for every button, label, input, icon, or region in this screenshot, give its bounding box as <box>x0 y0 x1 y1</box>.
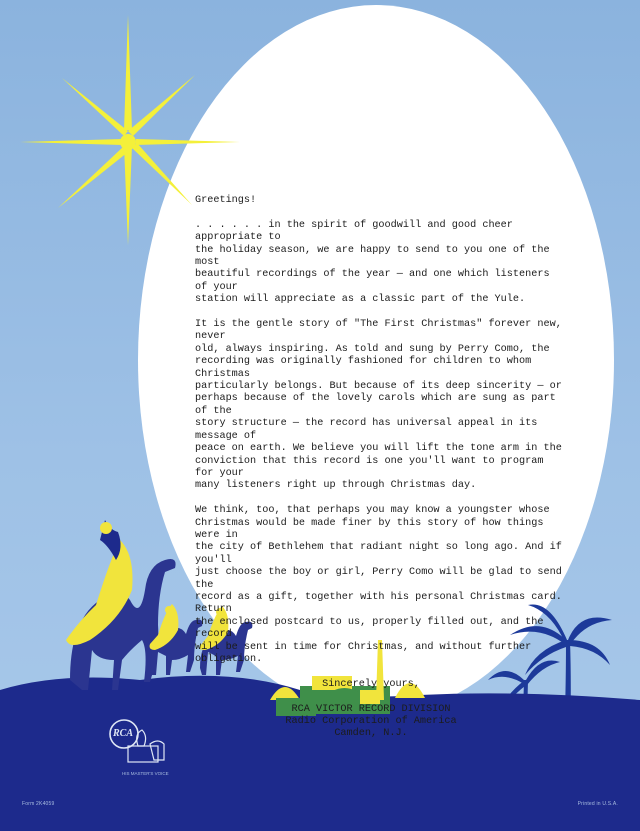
signature: RCA VICTOR RECORD DIVISION Radio Corporation of America Camden, N.J. <box>285 703 457 740</box>
paragraph-2: It is the gentle story of "The First Christmas" forever new, never old, always inspiring. As told and sung by Perry Como, the recording was originally fashioned for children to whom Christmas particularly belongs. But because of its deep sincerity — or perhaps because of the lovely carols which are sung as part of the story structure — the record has universal appeal in its message of peace on earth. We believe you will lift the tone arm in the conviction that this record is one you'll want to program for your many listeners right up through Christmas day. <box>195 319 562 492</box>
printed-in-usa: Printed in U.S.A. <box>577 801 618 807</box>
letter-body <box>195 195 565 753</box>
rca-logo-caption: HIS MASTER'S VOICE <box>122 771 169 776</box>
rca-logo-text: RCA <box>113 728 134 739</box>
closing-line: Sincerely yours, <box>322 678 420 690</box>
form-number: Form 2K4059 <box>22 801 55 807</box>
paragraph-3: We think, too, that perhaps you may know a youngster whose Christmas would be made finer by this story of how things were in the city of Bethlehem that radiant night so long ago. And if you'll just choose the boy or girl, Perry Como will be glad to send the record as a gift, together with his personal Christmas card. Return the enclosed postcard to us, properly filled out, and the record will be sent in time for Christmas, and without further obligation. <box>195 505 562 665</box>
paragraph-1: . . . . . . in the spirit of goodwill and good cheer appropriate to the holiday season, we are happy to send to you one of the most beautiful recordings of the year — and one which listeners of your station will appreciate as a classic part of the Yule. <box>195 219 550 306</box>
greeting: Greetings! <box>195 195 257 206</box>
closing-block <box>195 679 547 741</box>
